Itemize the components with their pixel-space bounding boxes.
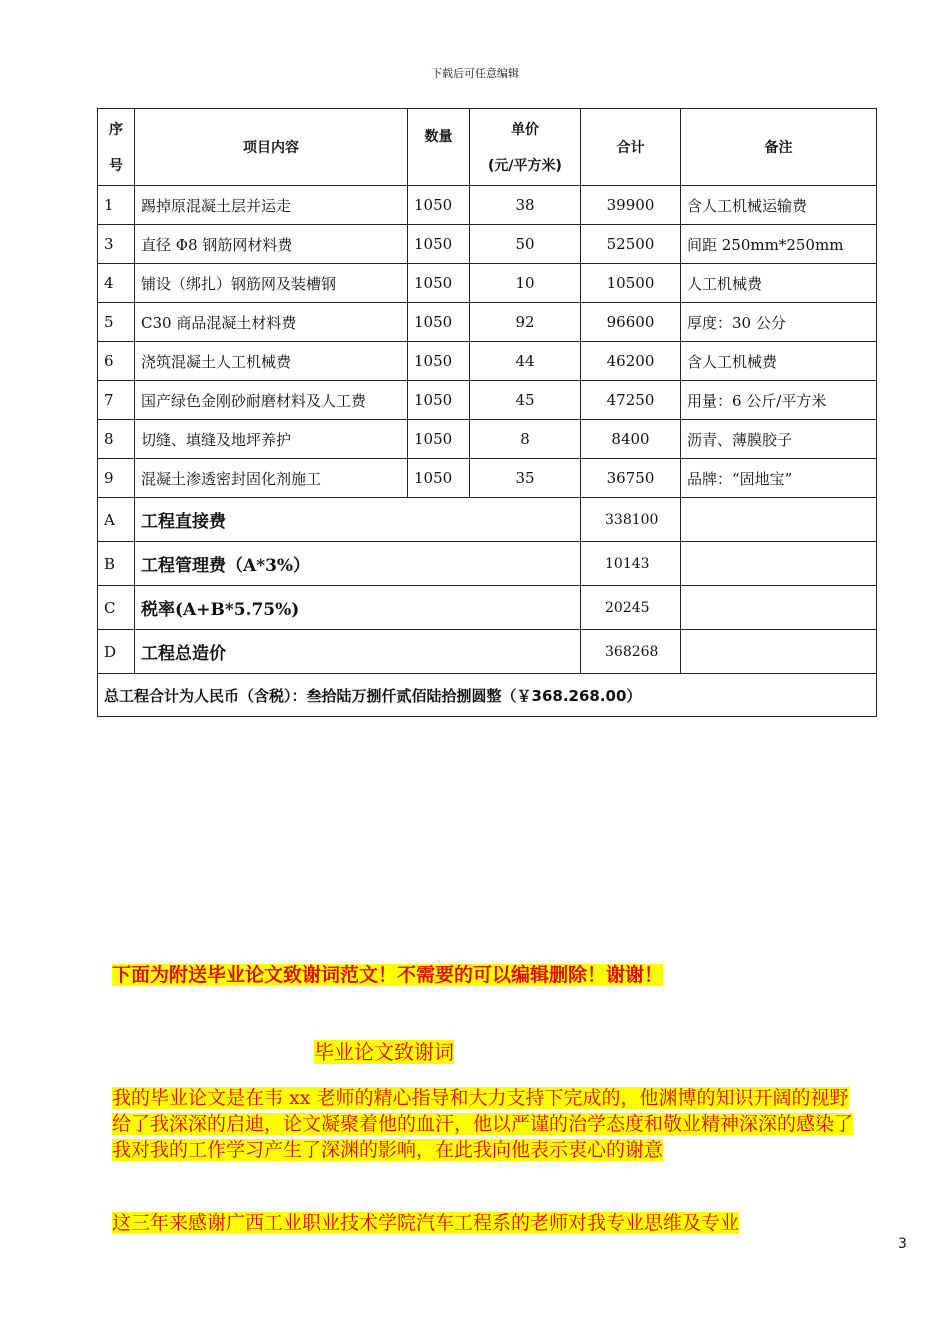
header-total: 合计: [581, 109, 681, 186]
summary-label: 工程管理费（A*3%）: [135, 542, 581, 586]
cell-note: 含人工机械运输费: [681, 186, 877, 225]
table-row: [98, 381, 877, 420]
summary-seq: A: [98, 498, 135, 542]
summary-value: 368268: [581, 630, 681, 674]
summary-row: [98, 586, 877, 630]
cell-seq: 9: [98, 459, 135, 498]
ack-title: [314, 1036, 454, 1065]
cell-total: 10500: [581, 264, 681, 303]
cell-price: 35: [470, 459, 581, 498]
table-row: [98, 186, 877, 225]
cell-seq: 7: [98, 381, 135, 420]
cell-seq: 5: [98, 303, 135, 342]
cell-qty: 1050: [408, 264, 470, 303]
cell-price: 44: [470, 342, 581, 381]
cell-qty: 1050: [408, 381, 470, 420]
summary-row: [98, 498, 877, 542]
cell-qty: 1050: [408, 303, 470, 342]
ack-paragraph-1-text: 我的毕业论文是在韦 xx 老师的精心指导和大力支持下完成的，他渊博的知识开阔的视野给了我深深的启迪，论文凝聚着他的血汗，他以严谨的治学态度和敬业精神深深的感染了我对我的工作学习产生了深渊的影响，在此我向他表示衷心的谢意: [112, 1087, 854, 1161]
summary-label: 工程总造价: [135, 630, 581, 674]
summary-row: [98, 542, 877, 586]
table-row: [98, 342, 877, 381]
cell-price: 10: [470, 264, 581, 303]
cell-note: 含人工机械费: [681, 342, 877, 381]
cell-note: 间距 250mm*250mm: [681, 225, 877, 264]
header-seq-line2: 号: [109, 158, 123, 174]
cell-total: 36750: [581, 459, 681, 498]
cell-note: 人工机械费: [681, 264, 877, 303]
table-row: [98, 264, 877, 303]
summary-row: [98, 630, 877, 674]
cell-qty: 1050: [408, 459, 470, 498]
cell-price: 92: [470, 303, 581, 342]
ack-paragraph-2-text: 这三年来感谢广西工业职业技术学院汽车工程系的老师对我专业思维及专业: [112, 1212, 740, 1234]
summary-label: 工程直接费: [135, 498, 581, 542]
cell-qty: 1050: [408, 342, 470, 381]
summary-seq: B: [98, 542, 135, 586]
table-row: [98, 459, 877, 498]
notice-line: [112, 960, 663, 987]
cell-item: 切缝、填缝及地坪养护: [135, 420, 408, 459]
header-price-line1: 单价: [511, 122, 539, 138]
cell-item: 混凝土渗透密封固化剂施工: [135, 459, 408, 498]
cell-item: 踢掉原混凝土层并运走: [135, 186, 408, 225]
summary-label: 税率(A+B*5.75%): [135, 586, 581, 630]
summary-seq: C: [98, 586, 135, 630]
page-header: 下载后可任意编辑: [431, 67, 519, 80]
cell-seq: 3: [98, 225, 135, 264]
header-note: 备注: [681, 109, 877, 186]
cell-item: 国产绿色金刚砂耐磨材料及人工费: [135, 381, 408, 420]
cell-item: 直径 Φ8 钢筋网材料费: [135, 225, 408, 264]
cell-total: 46200: [581, 342, 681, 381]
grand-total-row: [98, 674, 877, 717]
summary-seq: D: [98, 630, 135, 674]
table-row: [98, 225, 877, 264]
summary-value: 10143: [581, 542, 681, 586]
cell-seq: 8: [98, 420, 135, 459]
header-qty: 数量: [408, 109, 470, 186]
grand-total-text: 总工程合计为人民币（含税）：叁拾陆万捌仟贰佰陆拾捌圆整（￥368.268.00）: [98, 674, 877, 717]
summary-note: [681, 586, 877, 630]
ack-paragraph-1: [112, 1085, 860, 1163]
summary-note: [681, 630, 877, 674]
cell-note: 沥青、薄膜胶子: [681, 420, 877, 459]
header-item: 项目内容: [135, 109, 408, 186]
cell-price: 50: [470, 225, 581, 264]
summary-note: [681, 498, 877, 542]
quotation-table: [97, 108, 877, 717]
header-price-line2: (元/平方米): [488, 158, 562, 174]
cell-seq: 1: [98, 186, 135, 225]
summary-value: 20245: [581, 586, 681, 630]
cell-total: 96600: [581, 303, 681, 342]
notice-text: 下面为附送毕业论文致谢词范文！不需要的可以编辑删除！谢谢！: [112, 964, 664, 986]
cell-qty: 1050: [408, 186, 470, 225]
cell-note: 品牌：“固地宝”: [681, 459, 877, 498]
cell-item: 铺设（绑扎）钢筋网及装槽钢: [135, 264, 408, 303]
cell-total: 39900: [581, 186, 681, 225]
cell-note: 厚度：30 公分: [681, 303, 877, 342]
cell-note: 用量：6 公斤/平方米: [681, 381, 877, 420]
header-seq: [98, 109, 135, 186]
ack-title-text: 毕业论文致谢词: [314, 1040, 454, 1064]
cell-seq: 6: [98, 342, 135, 381]
cell-total: 8400: [581, 420, 681, 459]
table-header-row: [98, 109, 877, 186]
header-price: [470, 109, 581, 186]
cell-price: 8: [470, 420, 581, 459]
cell-total: 47250: [581, 381, 681, 420]
cell-seq: 4: [98, 264, 135, 303]
cell-qty: 1050: [408, 420, 470, 459]
page-number: 3: [898, 1236, 907, 1252]
header-seq-line1: 序: [109, 122, 123, 138]
cell-price: 45: [470, 381, 581, 420]
table-row: [98, 420, 877, 459]
table-row: [98, 303, 877, 342]
cell-price: 38: [470, 186, 581, 225]
cell-item: 浇筑混凝土人工机械费: [135, 342, 408, 381]
cell-total: 52500: [581, 225, 681, 264]
cell-item: C30 商品混凝土材料费: [135, 303, 408, 342]
ack-paragraph-2: [112, 1210, 860, 1236]
summary-note: [681, 542, 877, 586]
summary-value: 338100: [581, 498, 681, 542]
cell-qty: 1050: [408, 225, 470, 264]
